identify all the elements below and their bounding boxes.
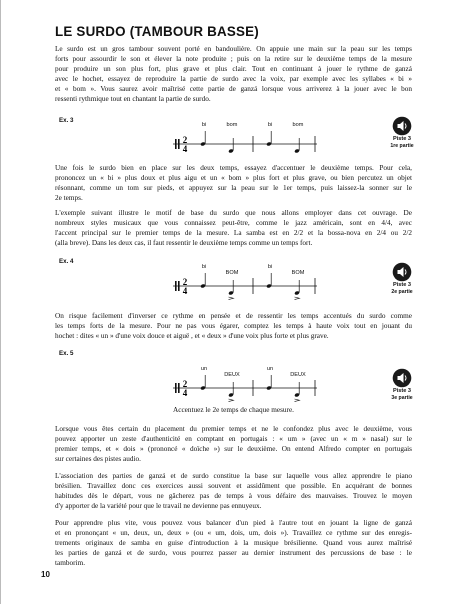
- example-3-track: [387, 116, 417, 149]
- text-line: forts pour assourdir le son et élever la note produite ; puis on la retire sur le deuxième temps de la mesure: [55, 55, 412, 64]
- syllable-label: bi: [201, 264, 207, 270]
- example-4-track: [387, 262, 417, 295]
- syllable-label: DEUX: [290, 372, 306, 378]
- paragraph-7: [55, 518, 412, 568]
- accent-mark: [229, 399, 234, 402]
- syllable-label: bom: [226, 122, 238, 128]
- text-line: On risque facilement d'inverser ce rythme en pensée et de ressentir les temps accentués du surdo comme: [55, 312, 412, 320]
- paragraph-1: [55, 44, 412, 105]
- text-line: Lorsque vous êtes certain du placement du premier temps et ne le confondez plus avec le deuxième, vous: [55, 425, 412, 433]
- track-number: Piste 3: [392, 282, 412, 288]
- text-line: les parties de ganzá et de surdo, vous pourrez passer au dernier instrument des percussions de base : le: [55, 549, 412, 558]
- paragraph-4: [55, 311, 412, 341]
- text-line: et « bom ». Vous saurez avoir maîtrisé cette partie de ganzá lorsque vous arriverez à la jouer avec le bon: [55, 85, 412, 94]
- text-line: premier temps, et « dois » (prononcé « doïche ») sur le deuxième. On entend Alfredo compter en portugais: [55, 445, 412, 454]
- syllable-label: un: [266, 366, 274, 372]
- syllable-label: bi: [201, 122, 207, 128]
- section-title: LE SURDO (TAMBOUR BASSE): [55, 24, 259, 39]
- track-number: Piste 3: [392, 136, 412, 142]
- syllable-label: DEUX: [224, 372, 240, 378]
- syllable-label: bi: [267, 264, 273, 270]
- text-line: ressenti rythmique tout en chantant la partie de surdo.: [55, 95, 211, 104]
- track-part: 2e partie: [391, 289, 413, 295]
- paragraph-3: [55, 208, 412, 248]
- percussion-clef: [178, 281, 180, 291]
- track-number: Piste 3: [392, 388, 412, 394]
- page-number: 10: [41, 570, 50, 579]
- example-5-staff: [171, 360, 321, 406]
- text-line: L'association des parties de ganzá et de surdo constitue la base sur laquelle vous allez apprendre le piano: [55, 472, 412, 480]
- text-line: tamborim.: [55, 559, 86, 568]
- speaker-icon: [392, 262, 412, 282]
- percussion-clef: [175, 281, 177, 291]
- text-line: habitudes dès le départ, vous ne gâcherez pas de temps à vous défaire des mauvaises. Trouvez le moyen: [55, 492, 412, 501]
- text-line: et en prononçant « un, deux, un, deux » (ou « um, dois, um, dois »). Travaillez ce rythme sur des enregis-: [55, 529, 412, 538]
- example-5-track: [387, 368, 417, 401]
- paragraph-2: [55, 163, 412, 203]
- text-line: avec le hochet, essayez de reproduire la partie de surdo avec la voix, par exemple avec les syllabes « bi »: [55, 75, 412, 84]
- text-line: pouvez apporter un zeste d'authenticité en comptant en portugais : « um » (avec un « m » nasal) sur le: [55, 435, 412, 444]
- syllable-label: un: [200, 366, 208, 372]
- time-signature-bottom: 4: [182, 144, 188, 154]
- syllable-label: bi: [267, 122, 273, 128]
- text-line: sur certaines des pistes audio.: [55, 455, 141, 464]
- text-line: l'accent principal sur le premier temps de la mesure. La samba est en 2/2 et la bossa-nova en 2/4 ou 2/2: [55, 229, 412, 238]
- speaker-icon: [392, 368, 412, 388]
- time-signature-bottom: 4: [182, 388, 188, 398]
- text-line: résonnant, comme un tom sur pieds, et appuyez sur la peau sur le 1er temps, puis laissez-la sonner sur le: [55, 184, 412, 193]
- text-line: Le surdo est un gros tambour souvent porté en bandoulière. On appuie une main sur la peau sur les temps: [55, 45, 412, 53]
- percussion-clef: [178, 383, 180, 393]
- time-signature-bottom: 4: [182, 286, 188, 296]
- example-3-staff: [171, 116, 321, 162]
- text-line: (alla breve). Dans les deux cas, il faut ressentir le deuxième temps comme un temps fort.: [55, 239, 313, 248]
- paragraph-5: [55, 424, 412, 464]
- text-line: pour produire un son plus fort, plus grave et plus clair. Tout en continuant à jouer le rythme de ganzá: [55, 65, 412, 74]
- text-line: trements originaux de samba en guise d'introduction à la musique brésilienne. Quand vous aurez maîtrisé: [55, 539, 412, 548]
- example-3-label: Ex. 3: [59, 117, 74, 124]
- track-part: 1re partie: [390, 143, 414, 149]
- accent-mark: [295, 297, 300, 300]
- time-signature-top: 2: [182, 277, 188, 287]
- example-4-label: Ex. 4: [59, 258, 74, 265]
- text-line: 2e temps.: [55, 194, 83, 203]
- syllable-label: bom: [292, 122, 304, 128]
- syllable-label: BOM: [291, 270, 305, 276]
- text-line: prononcez un « bi » plus doux et plus aigu et un « bom » plus fort et plus grave, ou bien percutez un objet: [55, 174, 412, 183]
- text-line: d'y apporter de la variété pour que le travail ne devienne pas ennuyeux.: [55, 502, 262, 511]
- text-line: hochet : dites « un » d'une voix douce et aiguë , et « deux » d'une voix plus forte et plus grave.: [55, 332, 329, 341]
- text-line: brésilien. Travaillez donc ces exercices aussi souvent et assidûment que possible. En acquérant de bonnes: [55, 482, 412, 491]
- track-part: 3e partie: [391, 395, 413, 401]
- text-line: Une fois le surdo bien en place sur les deux temps, essayez d'accentuer le deuxième temps. Pour cela,: [55, 164, 412, 172]
- accent-mark: [295, 399, 300, 402]
- syllable-label: BOM: [225, 270, 239, 276]
- time-signature-top: 2: [182, 379, 188, 389]
- paragraph-6: [55, 471, 412, 511]
- text-line: Pour apprendre plus vite, vous pouvez vous balancer d'un pied à l'autre tout en jouant la ligne de ganzá: [55, 519, 412, 527]
- percussion-clef: [175, 383, 177, 393]
- example-5-caption: Accentuez le 2e temps de chaque mesure.: [173, 406, 294, 414]
- text-line: les temps forts de la mesure. Pour ne pas vous égarer, comptez les temps à haute voix tout en jouant du: [55, 322, 412, 331]
- percussion-clef: [178, 139, 180, 149]
- speaker-icon: [392, 116, 412, 136]
- time-signature-top: 2: [182, 135, 188, 145]
- percussion-clef: [175, 139, 177, 149]
- accent-mark: [229, 297, 234, 300]
- example-5-label: Ex. 5: [59, 350, 74, 357]
- text-line: L'exemple suivant illustre le motif de base du surdo que nous allons employer dans cet ouvrage. De: [55, 209, 412, 217]
- text-line: nombreux styles musicaux que vous connaissez peut-être, comme le jazz américain, sont en 4/4, avec: [55, 219, 412, 228]
- example-4-staff: [171, 258, 321, 304]
